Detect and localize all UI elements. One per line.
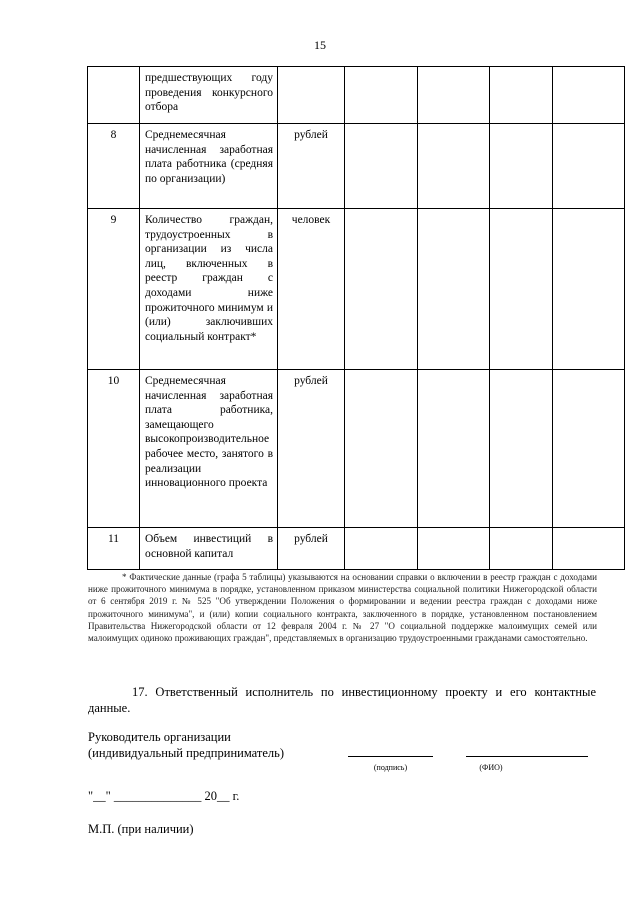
signature-caption: (подпись) (373, 763, 408, 772)
indicator-name: Среднемесячная начисленная заработная плата работника (средняя по организации) (140, 124, 278, 209)
table-row (88, 67, 625, 124)
value-cell (553, 370, 625, 528)
unit-cell: рублей (278, 528, 345, 570)
head-title-line2: (индивидуальный предприниматель) (88, 746, 284, 760)
stamp-note: М.П. (при наличии) (88, 822, 194, 836)
value-cell (490, 528, 553, 570)
value-cell (418, 67, 490, 124)
indicators-table (87, 66, 625, 570)
unit-cell: рублей (278, 370, 345, 528)
indicator-name: предшествующих году проведения конкурсного отбора (140, 67, 278, 124)
table-row (88, 528, 625, 570)
value-cell (553, 528, 625, 570)
value-cell (345, 370, 418, 528)
unit-cell (278, 67, 345, 124)
indicator-name: Количество граждан, трудоустроенных в организации из числа лиц, включенных в реестр граждан с доходами ниже прожиточного минимум и (или) заключивших социальный контракт* (140, 209, 278, 370)
table-row (88, 209, 625, 370)
row-number (88, 67, 140, 124)
value-cell (553, 124, 625, 209)
value-cell (553, 67, 625, 124)
value-cell (490, 124, 553, 209)
value-cell (418, 528, 490, 570)
unit-cell: рублей (278, 124, 345, 209)
value-cell (490, 67, 553, 124)
table-row (88, 124, 625, 209)
value-cell (345, 209, 418, 370)
signature-line (348, 756, 433, 757)
value-cell (490, 209, 553, 370)
page-number: 15 (314, 38, 326, 52)
indicator-name: Объем инвестиций в основной капитал (140, 528, 278, 570)
value-cell (345, 124, 418, 209)
fio-caption: (ФИО) (479, 763, 503, 772)
section-17-heading: 17. Ответственный исполнитель по инвестиционному проекту и его контактные данные. (88, 685, 596, 715)
indicator-name: Среднемесячная начисленная заработная плата работника, замещающего высокопроизводительное рабочее место, занятого в реализации инновационного проекта (140, 370, 278, 528)
unit-cell: человек (278, 209, 345, 370)
head-title-line1: Руководитель организации (88, 730, 231, 744)
value-cell (345, 67, 418, 124)
value-cell (418, 124, 490, 209)
table-row (88, 370, 625, 528)
value-cell (418, 370, 490, 528)
value-cell (490, 370, 553, 528)
value-cell (553, 209, 625, 370)
date-line: "__" ______________ 20__ г. (88, 789, 240, 803)
fio-line (466, 756, 588, 757)
row-number: 11 (88, 528, 140, 570)
row-number: 10 (88, 370, 140, 528)
value-cell (345, 528, 418, 570)
value-cell (418, 209, 490, 370)
row-number: 8 (88, 124, 140, 209)
row-number: 9 (88, 209, 140, 370)
footnote: * Фактические данные (графа 5 таблицы) указываются на основании справки о включении в реестр граждан с доходами ниже прожиточного минимума в порядке, установленном приказом министерства социальной политики Нижегородской области от 6 сентября 2019 г. № 525 "Об утверждении Положения о формировании и ведении реестра граждан с доходами ниже прожиточного минимума", и (или) копии социального контракта, заключенного в порядке, установленном постановлением Правительства Нижегородской области от 12 февраля 2004 г. № 27 "О социальной поддержке малоимущих семей или малоимущих одиноко проживающих граждан", представляемых в организацию трудоустроенными гражданами самостоятельно. (88, 572, 597, 644)
